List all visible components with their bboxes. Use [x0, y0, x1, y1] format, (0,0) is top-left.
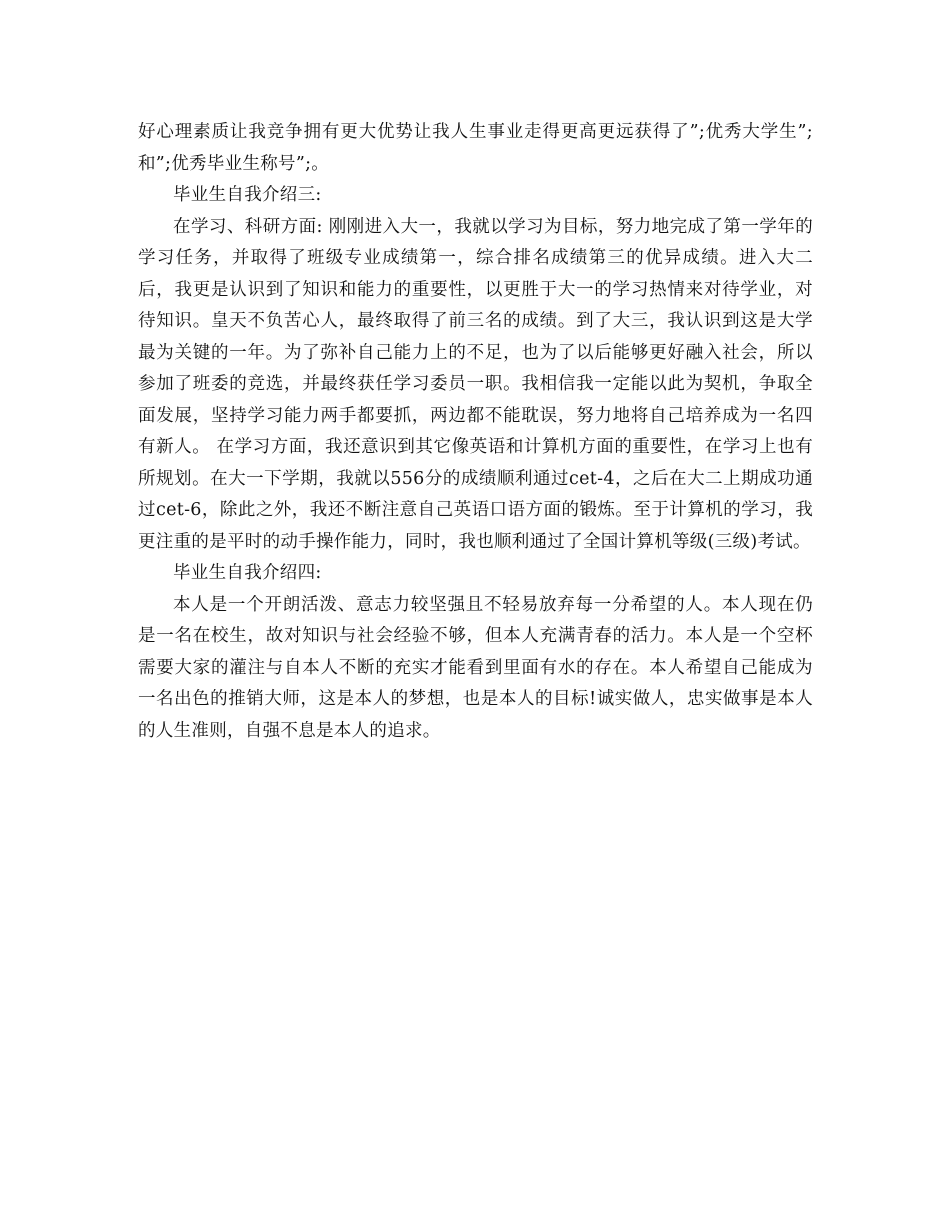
paragraph-continuation: 好心理素质让我竞争拥有更大优势让我人生事业走得更高更远获得了”;优秀大学生”;和”;优秀毕业生称号”;。	[138, 122, 813, 174]
section-heading-intro-four: 毕业生自我介绍四:	[173, 563, 322, 583]
document-body	[138, 117, 813, 747]
section-heading-intro-three: 毕业生自我介绍三:	[173, 185, 322, 205]
paragraph-study-research: 在学习、科研方面: 刚刚进入大一，我就以学习为目标，努力地完成了第一学年的学习任务，并取得了班级专业成绩第一，综合排名成绩第三的优异成绩。进入大二后，我更是认识到了知识和能力的重要性，以更胜于大一的学习热情来对待学业，对待知识。皇天不负苦心人，最终取得了前三名的成绩。到了大三，我认识到这是大学最为关键的一年。为了弥补自己能力上的不足，也为了以后能够更好融入社会，所以参加了班委的竞选，并最终获任学习委员一职。我相信我一定能以此为契机，争取全面发展，坚持学习能力两手都要抓，两边都不能耽误，努力地将自己培养成为一名四有新人。 在学习方面，我还意识到其它像英语和计算机方面的重要性，在学习上也有所规划。在大一下学期，我就以556分的成绩顺利通过cet-4，之后在大二上期成功通过cet-6，除此之外，我还不断注意自己英语口语方面的锻炼。至于计算机的学习，我更注重的是平时的动手操作能力，同时，我也顺利通过了全国计算机等级(三级)考试。	[138, 216, 813, 552]
paragraph-personality: 本人是一个开朗活泼、意志力较坚强且不轻易放弃每一分希望的人。本人现在仍是一名在校生，故对知识与社会经验不够，但本人充满青春的活力。本人是一个空杯需要大家的灌注与自本人不断的充实才能看到里面有水的存在。本人希望自己能成为一名出色的推销大师，这是本人的梦想，也是本人的目标!诚实做人，忠实做事是本人的人生准则，自强不息是本人的追求。	[138, 594, 813, 741]
